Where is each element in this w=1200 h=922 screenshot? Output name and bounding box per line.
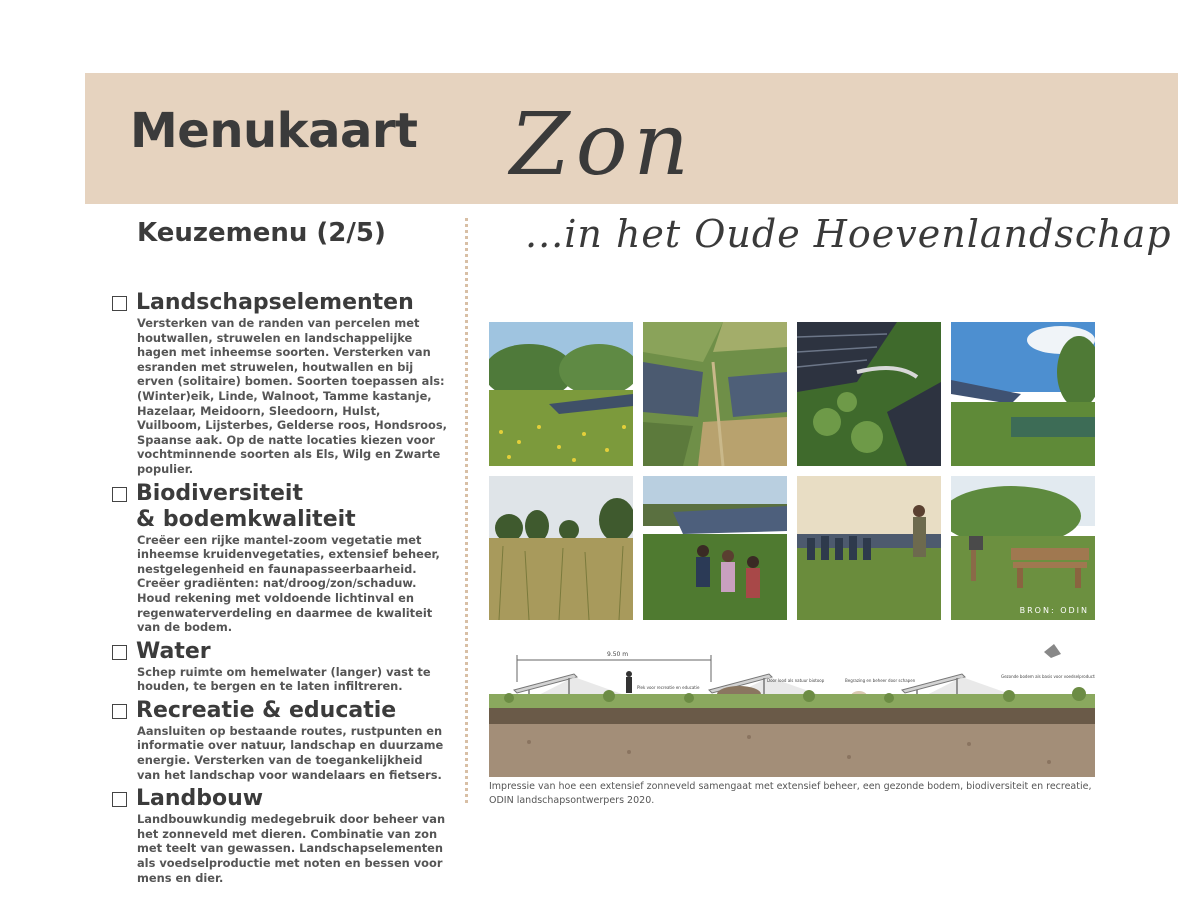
- photo-credit: BRON: ODIN: [1019, 606, 1089, 615]
- item-title: Landbouw: [136, 786, 264, 812]
- section-note: Plek voor recreatie en educatie: [637, 685, 700, 690]
- checkbox-landschapselementen[interactable]: [112, 296, 127, 311]
- item-text: Landbouwkundig medegebruik door beheer van het zonneveld met dieren. Combinatie van zon met teelt van gewassen. Landschapselementen als voedselproductie met noten en bessen voor mens en dier.: [137, 812, 446, 885]
- photo-aerial-fields: [643, 322, 787, 466]
- cross-section-drawing: [489, 632, 1095, 777]
- menu-item-landschapselementen: [112, 290, 447, 477]
- checkbox-landbouw[interactable]: [112, 792, 127, 807]
- photo-bench-info-board: [951, 476, 1095, 620]
- choice-menu: [112, 290, 447, 889]
- section-note: Door lood als natuur biotoop: [767, 678, 825, 683]
- item-title: Biodiversiteit: [136, 480, 303, 506]
- script-subtitle: ...in het Oude Hoevenlandschap: [525, 212, 1172, 256]
- item-text: Schep ruimte om hemelwater (langer) vast te houden, te bergen en te laten infiltreren.: [137, 664, 431, 694]
- script-title: Zon: [510, 95, 695, 195]
- menu-item-landbouw: [112, 786, 447, 885]
- menu-heading: Keuzemenu (2/5): [137, 218, 386, 248]
- photo-visitors-tour: [643, 476, 787, 620]
- item-text: Versterken van de randen van percelen met houtwallen, struwelen en landschappelijke hagen met inheemse soorten. Versterken van esranden met struwelen, houtwallen en bij erven (solitaire) bomen. Soorten toepassen als: (Winter)eik, Linde, Walnoot, Tamme kastanje, Hazelaar, Meidoorn, Sleedoorn, Hulst, Vuilboom, Lijsterbes, Gelderse roos, Hondsroos, Spaanse aak. Op de natte locaties kiezen voor vochtminnende soorten als Els, Wilg en Zwarte populier.: [137, 316, 447, 476]
- checkbox-water[interactable]: [112, 645, 127, 660]
- menu-item-water: [112, 639, 447, 694]
- checkbox-recreatie[interactable]: [112, 704, 127, 719]
- dotted-divider: [465, 218, 468, 803]
- item-title: Landschapselementen: [136, 290, 414, 315]
- dimension-label: 9.50 m: [607, 651, 629, 658]
- section-note: Gezonde bodem als basis voor voedselproductie: [1001, 674, 1095, 679]
- photo-panels-blue-sky: [951, 322, 1095, 466]
- item-title-line2: & bodemkwaliteit: [136, 506, 356, 532]
- photo-solar-meadow: [489, 322, 633, 466]
- figure-caption: Impressie van hoe een extensief zonneveld samengaat met extensief beheer, een gezonde bodem, biodiversiteit en recreatie, ODIN landschapsontwerpers 2020.: [489, 781, 1092, 806]
- checkbox-biodiversiteit[interactable]: [112, 487, 127, 502]
- item-text: Creëer een rijke mantel-zoom vegetatie met inheemse kruidenvegetaties, extensief beheer, nestgelegenheid en faunapasseerbaarheid. Creëer gradiënten: nat/droog/zon/schaduw. Houd rekening met voldoende lichtinval en regenwaterverdeling en daarmee de kwaliteit van de bodem.: [137, 532, 440, 635]
- item-text: Aansluiten op bestaande routes, rustpunten en informatie over natuur, landschap en duurzame energie. Versterken van de toegankelijkheid van het landschap voor wandelaars en fietsers.: [137, 723, 444, 782]
- menu-item-biodiversiteit: [112, 481, 447, 635]
- page-title: Menukaart: [130, 103, 418, 159]
- item-title: Water: [136, 638, 211, 664]
- item-title: Recreatie & educatie: [136, 697, 397, 723]
- photo-panels-closeup: [797, 322, 941, 466]
- section-note: Begrazing en beheer door schapen: [845, 678, 916, 683]
- menu-item-recreatie: [112, 698, 447, 782]
- photo-guide-group: [797, 476, 941, 620]
- photo-wild-grass: [489, 476, 633, 620]
